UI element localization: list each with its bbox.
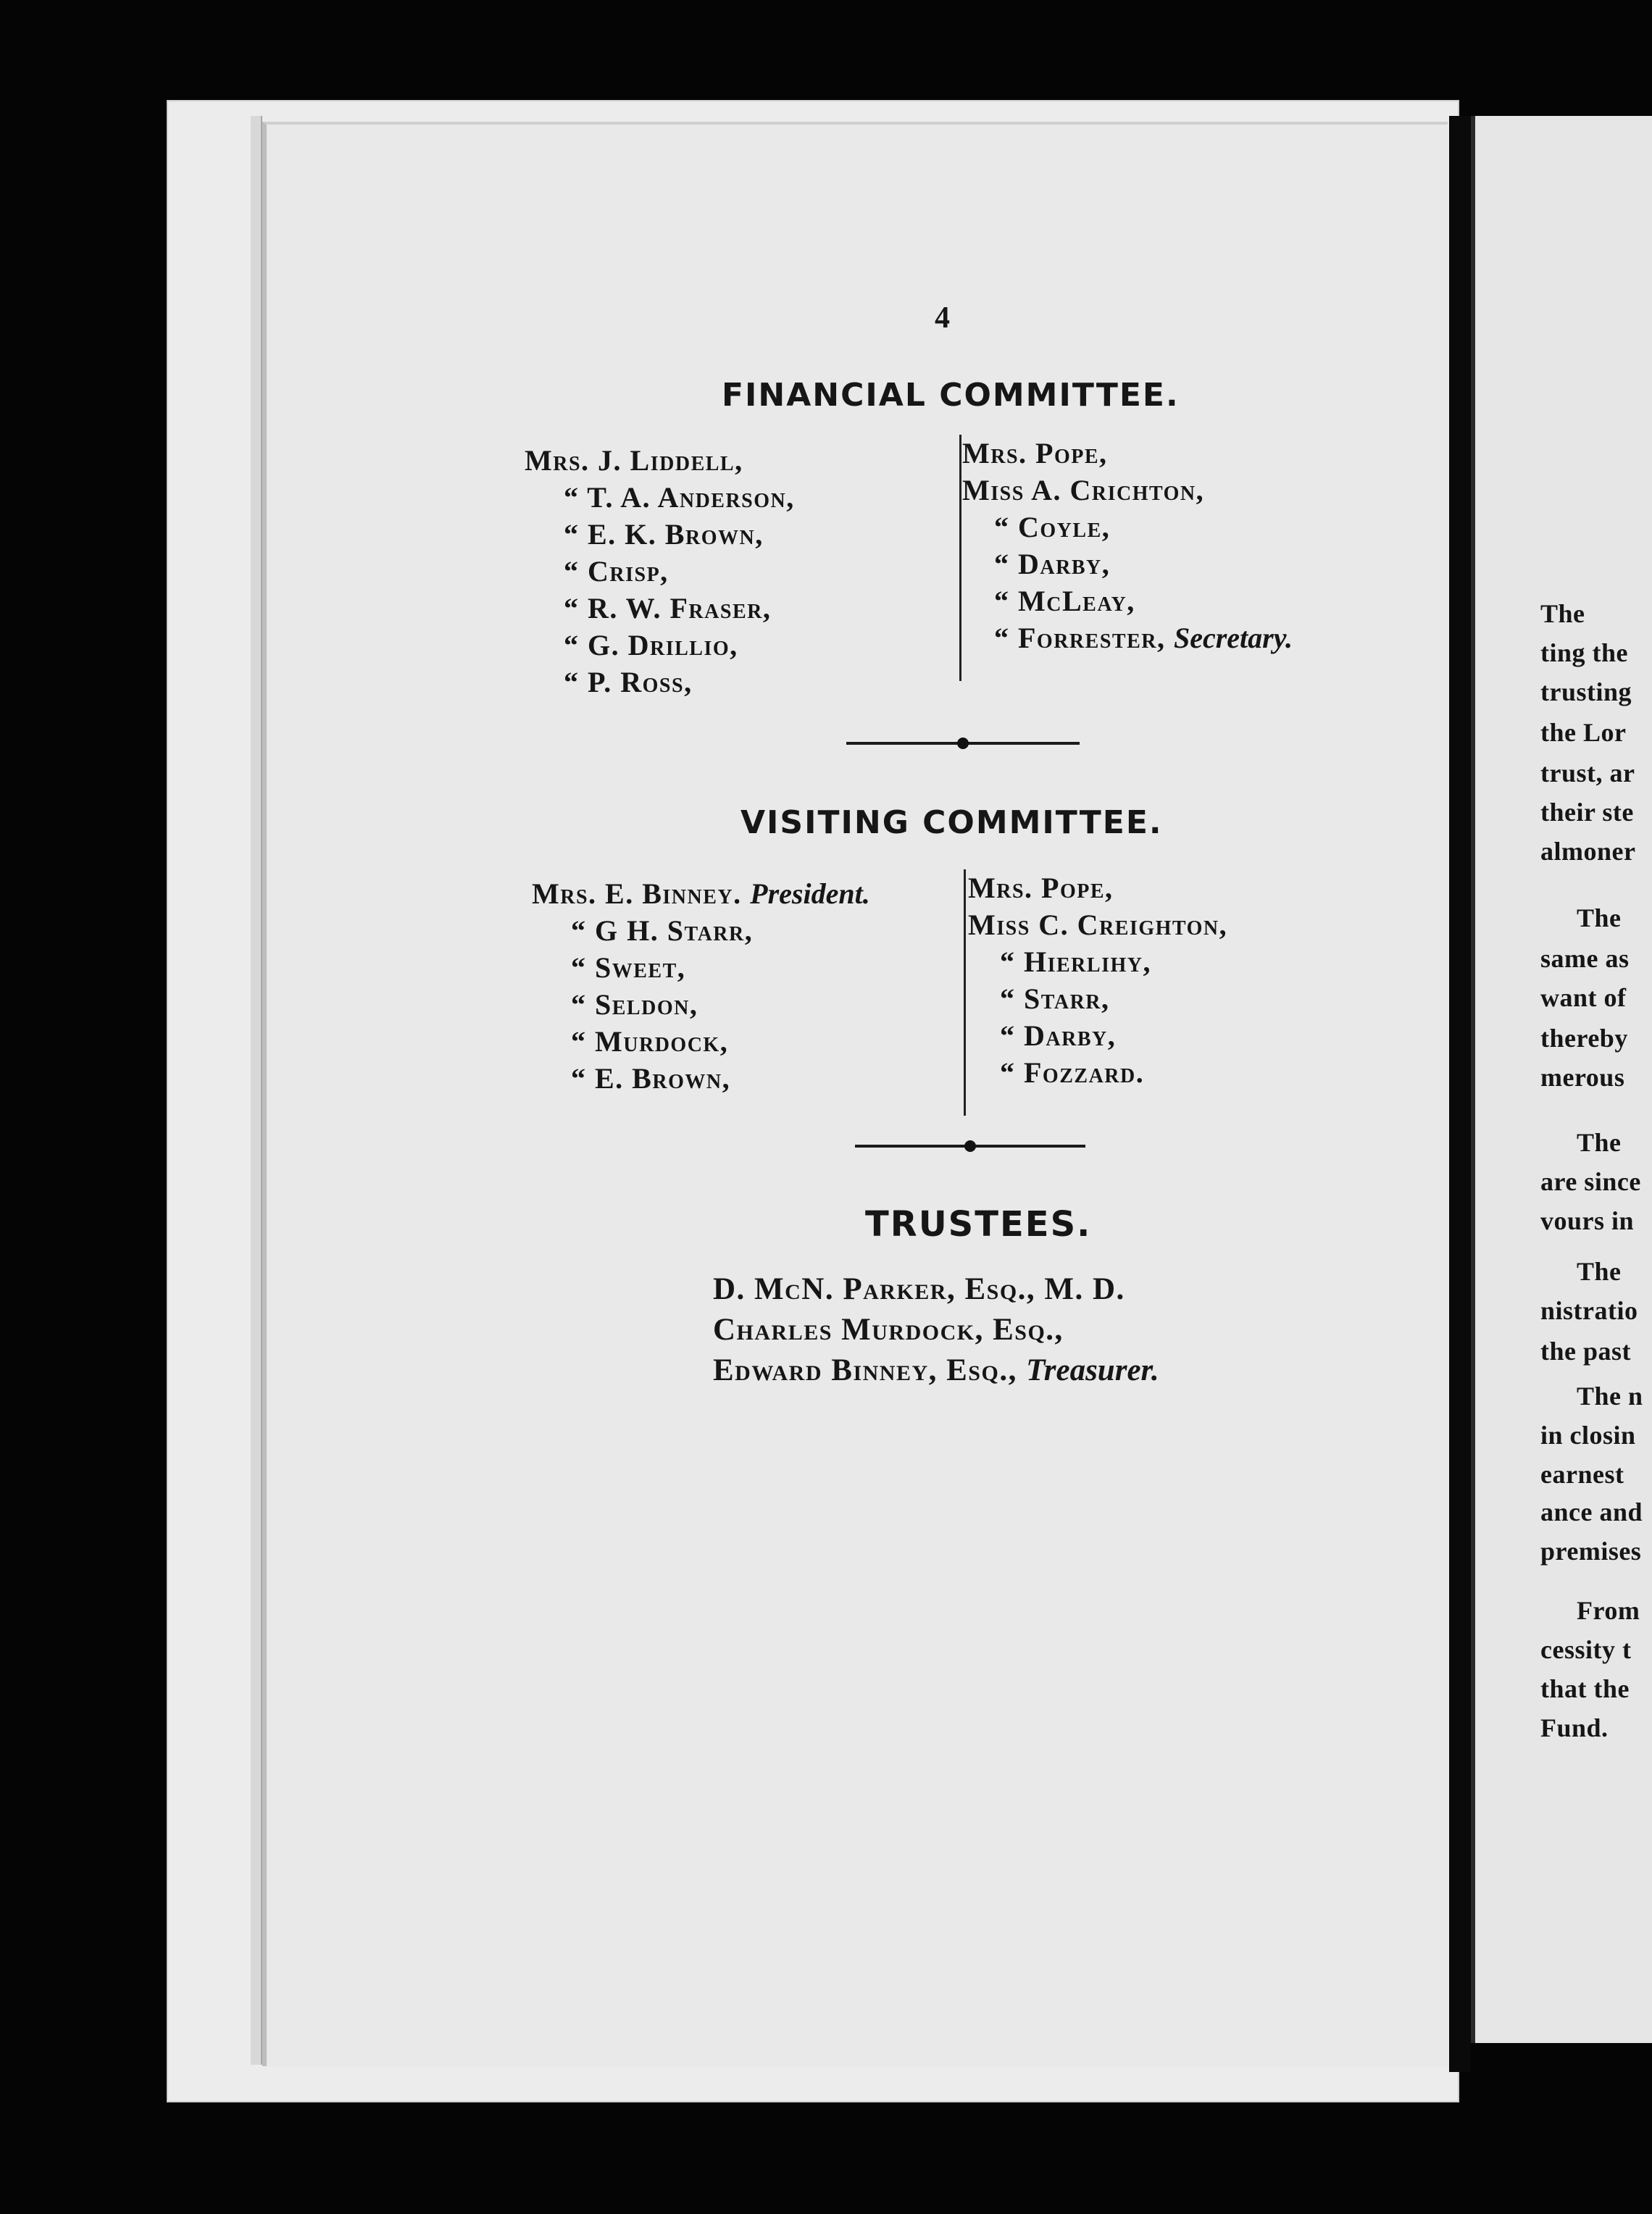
facing-page-line: Fund. [1540, 1713, 1609, 1742]
member-name: “ G. Drillio, [564, 629, 738, 661]
member-name: “ Hierlihy, [1000, 945, 1151, 978]
facing-page-line: same as [1540, 944, 1630, 973]
visiting-committee-heading: VISITING COMMITTEE. [741, 804, 1163, 841]
facing-page-line: The [1577, 1128, 1622, 1157]
financial-right-column [962, 435, 1293, 656]
secretary-note: Secretary. [1173, 622, 1293, 654]
member-name: Mrs. J. Liddell, [525, 444, 743, 477]
financial-committee-heading: FINANCIAL COMMITTEE. [722, 377, 1180, 414]
member-name-text: Mrs. E. Binney. [532, 877, 742, 910]
facing-page-line: The n [1577, 1382, 1643, 1411]
facing-page-line: premises [1540, 1537, 1642, 1566]
member-name: Mrs. Pope, [968, 872, 1114, 904]
facing-page-line: merous [1540, 1063, 1625, 1092]
member-name: “ Coyle, [994, 511, 1111, 543]
member-name: “ McLeay, [994, 585, 1135, 617]
divider-dot [957, 738, 969, 749]
facing-page-line: nistratio [1540, 1296, 1638, 1325]
visiting-left-column [532, 875, 870, 1097]
member-name: “ G H. Starr, [571, 914, 754, 947]
trustee-name: Charles Murdock, Esq., [713, 1313, 1064, 1347]
member-name: “ P. Ross, [564, 666, 693, 698]
facing-page-line: the Lor [1540, 718, 1627, 747]
member-name: “ Murdock, [571, 1025, 729, 1058]
member-name: “ E. K. Brown, [564, 518, 764, 551]
member-name: “ Sweet, [571, 951, 686, 984]
treasurer-note: Treasurer. [1026, 1353, 1159, 1387]
gutter [1449, 116, 1471, 2072]
facing-page-line: the past [1540, 1337, 1632, 1366]
member-name [994, 619, 1293, 656]
trustees-list [713, 1269, 1159, 1391]
facing-page-line: trusting [1540, 677, 1632, 706]
facing-page-line: vours in [1540, 1206, 1635, 1235]
facing-page-line: From [1577, 1596, 1640, 1625]
facing-page-line: ting the [1540, 638, 1628, 667]
page-edge [251, 116, 262, 2065]
facing-page-line: that the [1540, 1674, 1630, 1703]
facing-page-line: thereby [1540, 1024, 1628, 1053]
member-name: “ Seldon, [571, 988, 698, 1021]
facing-page-line: ance and [1540, 1497, 1643, 1526]
facing-page-line: in closin [1540, 1421, 1636, 1450]
column-divider [959, 435, 961, 681]
page-number: 4 [935, 301, 950, 335]
trustee-name-text: Edward Binney, Esq., [713, 1353, 1017, 1387]
member-name: Mrs. Pope, [962, 437, 1108, 469]
member-name: “ Darby, [1000, 1019, 1117, 1052]
trustee-name [713, 1350, 1159, 1391]
facing-page-line: almoner [1540, 837, 1636, 866]
trustees-heading: TRUSTEES. [865, 1204, 1092, 1245]
member-name: “ Darby, [994, 548, 1111, 580]
financial-left-column [525, 442, 795, 701]
member-name: “ Crisp, [564, 555, 669, 588]
member-name: “ Fozzard. [1000, 1056, 1145, 1089]
divider-dot [964, 1140, 976, 1152]
section-divider [846, 742, 1080, 745]
facing-page-line: earnest [1540, 1460, 1624, 1489]
facing-page-line: The [1577, 1257, 1622, 1286]
column-divider [964, 869, 966, 1116]
facing-page-line: The [1540, 599, 1585, 628]
section-divider [855, 1145, 1085, 1148]
facing-page-line: are since [1540, 1167, 1641, 1196]
member-name: “ Starr, [1000, 982, 1110, 1015]
facing-page-line: trust, ar [1540, 759, 1635, 788]
facing-page-line: want of [1540, 983, 1627, 1012]
member-name: “ E. Brown, [571, 1062, 731, 1095]
trustee-name: D. McN. Parker, Esq., M. D. [713, 1272, 1125, 1306]
member-name: “ T. A. Anderson, [564, 481, 795, 514]
member-name: Miss C. Creighton, [968, 908, 1228, 941]
facing-page-line: cessity t [1540, 1635, 1632, 1664]
facing-page-line: The [1577, 903, 1622, 932]
member-name: Miss A. Crichton, [962, 474, 1205, 506]
facing-page-line: their ste [1540, 798, 1634, 827]
member-name-text: “ Forrester, [994, 622, 1166, 654]
visiting-right-column [968, 869, 1227, 1091]
member-name [532, 875, 870, 912]
member-name: “ R. W. Fraser, [564, 592, 772, 624]
president-note: President. [750, 877, 870, 910]
